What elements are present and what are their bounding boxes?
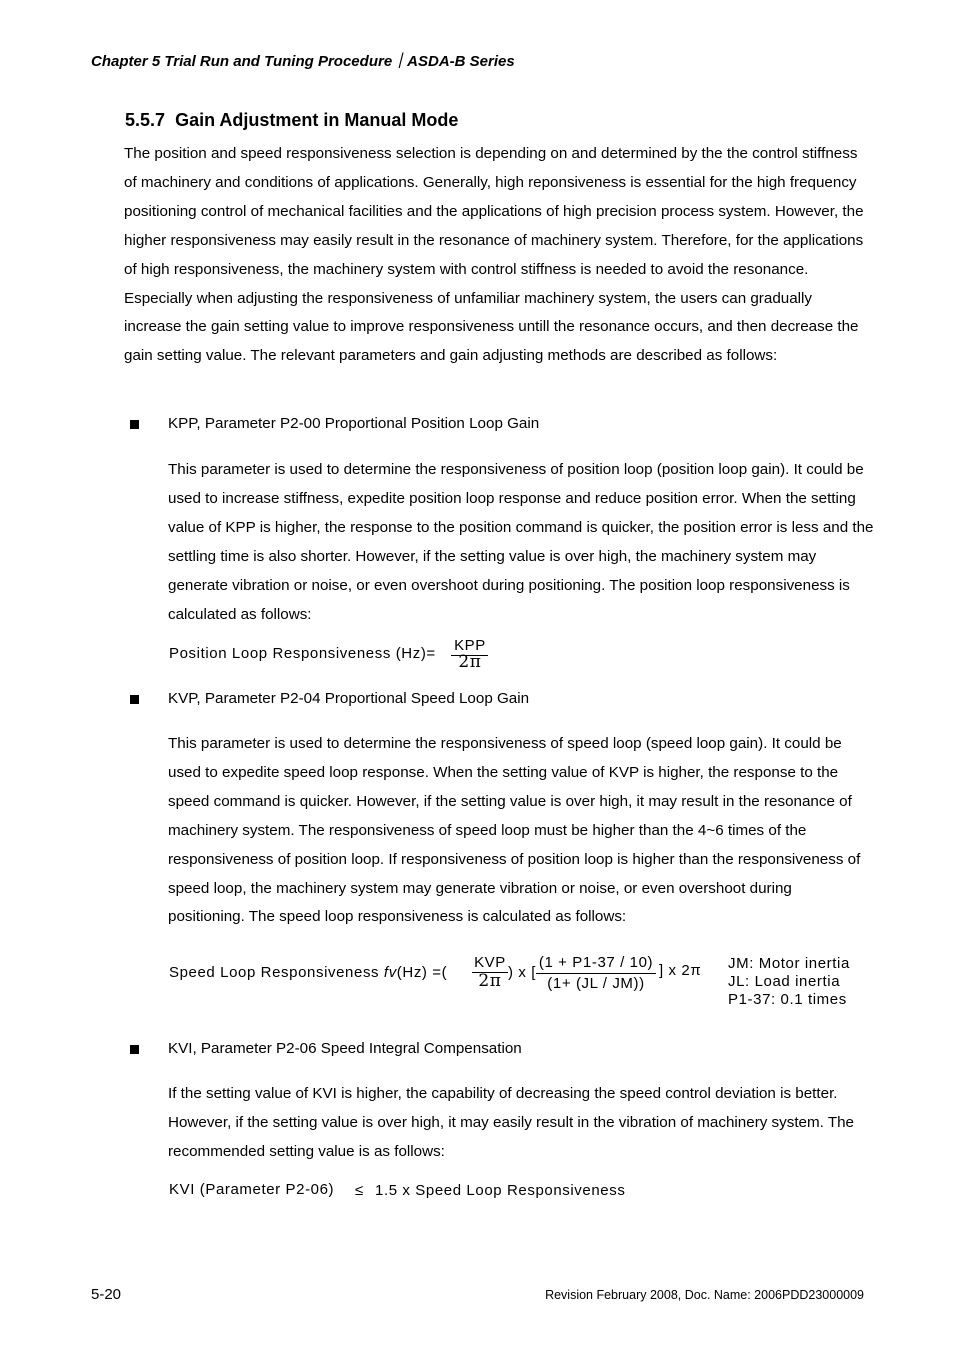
formula-lhs-b: (Hz) =( <box>396 964 448 981</box>
section-number: 5.5.7 <box>125 110 166 130</box>
section-title-text: Gain Adjustment in Manual Mode <box>175 110 459 130</box>
formula-fv: fv <box>383 964 397 981</box>
formula-numerator: KPP <box>454 637 486 654</box>
formula-numerator-2: (1 + P1-37 / 10) <box>538 954 654 971</box>
kpp-paragraph: This parameter is used to determine the responsiveness of position loop (position loop gain). It could be used to increase stiffness, expedite position loop response and reduce position error. When the setting value of KPP is higher, the response to the position command is quicker, the position error is less and the settling time is also shorter. However, if the setting value is over high, the machinery system may generate vibration or noise, or even overshoot during positioning. The position loop responsiveness is calculated as follows: <box>168 461 874 623</box>
page-header: Chapter 5 Trial Run and Tuning Procedure｜ASDA-B Series <box>91 53 515 70</box>
bullet-square-icon <box>130 695 139 704</box>
formula-notes <box>728 955 850 1009</box>
formula-denominator-1: 2π <box>478 971 502 991</box>
kvp-paragraph: This parameter is used to determine the responsiveness of speed loop (speed loop gain). It could be used to expedite speed loop response. When the setting value of KVP is higher, the response to the speed command is quicker. However, if the setting value is over high, it may result in the resonance of machinery system. The responsiveness of speed loop must be higher than the 4~6 times of the responsiveness of position loop. If responsiveness of position loop is higher than the responsiveness of speed loop, the machinery system may generate vibration or noise, or even overshoot during positioning. The speed loop responsiveness is calculated as follows: <box>168 735 861 926</box>
kvi-paragraph: If the setting value of KVI is higher, the capability of decreasing the speed control deviation is better. However, if the setting value is over high, it may easily result in the vibration of machinery system. The recommended setting value is as follows: <box>168 1085 854 1160</box>
bullet-label-kvp: KVP, Parameter P2-04 Proportional Speed Loop Gain <box>168 690 530 707</box>
formula-lhs: Position Loop Responsiveness (Hz)= <box>169 645 436 662</box>
note-jl: JL: Load inertia <box>728 973 841 990</box>
page-number: 5-20 <box>91 1286 122 1303</box>
bullet-square-icon <box>130 1045 139 1054</box>
formula-lhs <box>169 964 447 981</box>
formula-mid: ) x [ <box>508 964 536 981</box>
formula-denominator-2: (1+ (JL / JM)) <box>547 975 645 992</box>
note-p1-37: P1-37: 0.1 times <box>728 991 847 1008</box>
note-jm: JM: Motor inertia <box>728 955 850 972</box>
bullet-square-icon <box>130 420 139 429</box>
section-title <box>125 110 458 131</box>
formula-op: ≤ <box>355 1182 364 1199</box>
formula-numerator-1: KVP <box>474 954 506 971</box>
intro-paragraph: The position and speed responsiveness selection is depending on and determined by the the control stiffness of machinery and conditions of applications. Generally, high reponsiveness is essential for the high frequency positioning control of mechanical facilities and the applications of high precision process system. However, the higher responsiveness may easily result in the resonance of machinery system. Therefore, for the applications of high responsiveness, the machinery system with control stiffness is needed to avoid the resonance. Especially when adjusting the responsiveness of unfamiliar machinery system, the users can gradually increase the gain setting value to improve responsiveness untill the resonance occurs, and then decrease the gain setting value. The relevant parameters and gain adjusting methods are described as follows: <box>124 145 864 365</box>
formula-rhs: 1.5 x Speed Loop Responsiveness <box>375 1182 626 1199</box>
formula-lhs: KVI (Parameter P2-06) <box>169 1181 335 1198</box>
revision-note: Revision February 2008, Doc. Name: 2006PDD23000009 <box>545 1288 864 1302</box>
formula-tail: ] x 2π <box>659 962 702 979</box>
bullet-label-kvi: KVI, Parameter P2-06 Speed Integral Compensation <box>168 1040 522 1057</box>
formula-lhs-a: Speed Loop Responsiveness <box>169 964 384 981</box>
formula-denominator: 2π <box>458 652 482 672</box>
fraction-bar-2 <box>536 973 656 974</box>
bullet-label-kpp: KPP, Parameter P2-00 Proportional Position Loop Gain <box>168 415 540 432</box>
